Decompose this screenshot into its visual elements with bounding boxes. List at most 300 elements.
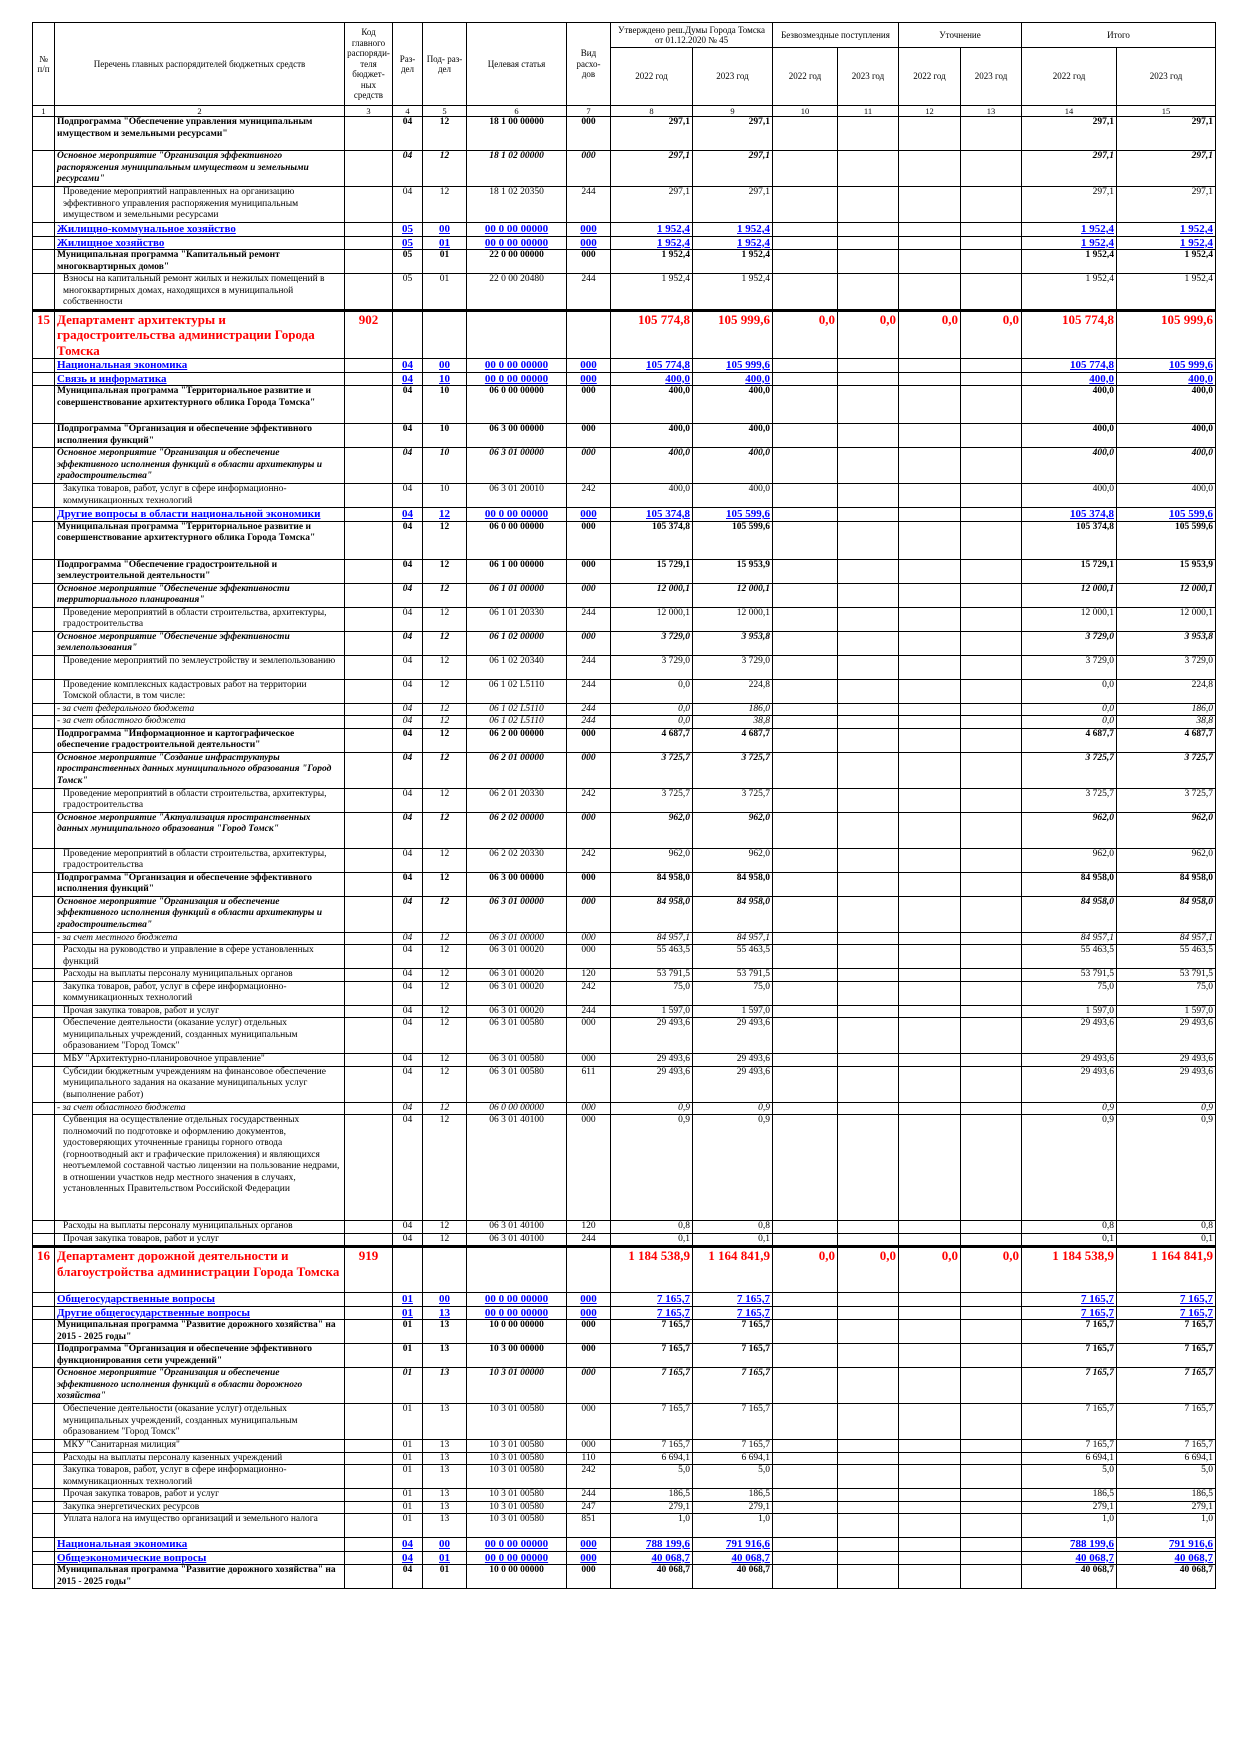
total-2023: 7 165,7 — [1117, 1320, 1216, 1344]
clarification-2022 — [899, 274, 961, 311]
subsection-code: 12 — [423, 1005, 467, 1018]
approved-2022: 7 165,7 — [611, 1404, 693, 1440]
column-number: 1 — [33, 106, 55, 117]
expense-type: 000 — [567, 508, 611, 522]
expense-type: 242 — [567, 848, 611, 872]
approved-2022: 400,0 — [611, 424, 693, 448]
approved-2022: 0,0 — [611, 703, 693, 716]
grants-2022 — [773, 679, 838, 703]
grants-2023 — [838, 945, 899, 969]
approved-2023: 12 000,1 — [693, 607, 773, 631]
table-row — [33, 1452, 1216, 1465]
grants-2023 — [838, 1102, 899, 1115]
expense-type: 000 — [567, 151, 611, 187]
total-2022: 7 165,7 — [1022, 1293, 1117, 1307]
target-article: 00 0 00 00000 — [467, 236, 567, 250]
expense-type — [567, 310, 611, 359]
header-year: 2023 год — [961, 48, 1022, 106]
section-code: 04 — [393, 728, 423, 752]
budget-item-name: Основное мероприятие "Создание инфраструктуры пространственных данных муниципального образования "Город Томск" — [55, 752, 345, 788]
total-2022: 29 493,6 — [1022, 1066, 1117, 1102]
approved-2022: 7 165,7 — [611, 1293, 693, 1307]
subsection-code — [423, 310, 467, 359]
grants-2023 — [838, 872, 899, 896]
approved-2023: 0,8 — [693, 1221, 773, 1234]
total-2023: 84 958,0 — [1117, 896, 1216, 932]
table-row — [33, 932, 1216, 945]
grants-2022 — [773, 728, 838, 752]
grants-2023 — [838, 1054, 899, 1067]
table-row — [33, 607, 1216, 631]
approved-2022: 84 958,0 — [611, 872, 693, 896]
budget-item-name: Подпрограмма "Организация и обеспечение эффективного функционирования сети учреждений" — [55, 1344, 345, 1368]
table-row — [33, 250, 1216, 274]
budget-item-name: Муниципальная программа "Развитие дорожного хозяйства" на 2015 - 2025 годы" — [55, 1320, 345, 1344]
expense-type: 000 — [567, 448, 611, 484]
section-code: 01 — [393, 1368, 423, 1404]
gbs-code — [345, 872, 393, 896]
budget-item-name: МБУ "Архитектурно-планировочное управление" — [55, 1054, 345, 1067]
row-number — [33, 1368, 55, 1404]
target-article: 18 1 02 20350 — [467, 187, 567, 223]
budget-item-name: Основное мероприятие "Обеспечение эффективности землепользования" — [55, 631, 345, 655]
total-2023: 105 999,6 — [1117, 359, 1216, 373]
grants-2022 — [773, 848, 838, 872]
subsection-code: 13 — [423, 1344, 467, 1368]
approved-2023: 1 952,4 — [693, 223, 773, 237]
expense-type: 247 — [567, 1501, 611, 1514]
table-row — [33, 1368, 1216, 1404]
subsection-code: 13 — [423, 1452, 467, 1465]
table-row — [33, 1538, 1216, 1552]
target-article: 06 1 02 L5110 — [467, 716, 567, 729]
gbs-code — [345, 728, 393, 752]
approved-2022: 400,0 — [611, 448, 693, 484]
grants-2023 — [838, 896, 899, 932]
approved-2022: 7 165,7 — [611, 1320, 693, 1344]
section-code: 04 — [393, 981, 423, 1005]
total-2023: 1 952,4 — [1117, 250, 1216, 274]
row-number — [33, 631, 55, 655]
grants-2023 — [838, 1368, 899, 1404]
clarification-2023 — [961, 945, 1022, 969]
approved-2023: 186,0 — [693, 703, 773, 716]
approved-2022: 0,1 — [611, 1233, 693, 1247]
total-2022: 0,0 — [1022, 679, 1117, 703]
clarification-2022 — [899, 932, 961, 945]
clarification-2022 — [899, 655, 961, 679]
gbs-code — [345, 1115, 393, 1221]
subsection-code: 01 — [423, 236, 467, 250]
gbs-code — [345, 1054, 393, 1067]
clarification-2023: 0,0 — [961, 1247, 1022, 1293]
budget-item-name: Муниципальная программа "Капитальный ремонт многоквартирных домов" — [55, 250, 345, 274]
grants-2022 — [773, 1306, 838, 1320]
grants-2022 — [773, 896, 838, 932]
budget-item-name: - за счет областного бюджета — [55, 716, 345, 729]
table-row — [33, 872, 1216, 896]
total-2023: 791 916,6 — [1117, 1538, 1216, 1552]
grants-2022 — [773, 1054, 838, 1067]
clarification-2022 — [899, 521, 961, 559]
grants-2023 — [838, 236, 899, 250]
gbs-code — [345, 788, 393, 812]
budget-item-name: Закупка энергетических ресурсов — [55, 1501, 345, 1514]
gbs-code — [345, 274, 393, 311]
clarification-2022 — [899, 151, 961, 187]
grants-2022 — [773, 1452, 838, 1465]
subsection-code: 13 — [423, 1368, 467, 1404]
clarification-2023: 0,0 — [961, 310, 1022, 359]
section-code: 04 — [393, 424, 423, 448]
section-code: 01 — [393, 1293, 423, 1307]
clarification-2023 — [961, 1489, 1022, 1502]
budget-item-name: Муниципальная программа "Территориальное развитие и совершенствование архитектурного облика Города Томска" — [55, 521, 345, 559]
grants-2023 — [838, 752, 899, 788]
total-2023: 0,8 — [1117, 1221, 1216, 1234]
clarification-2023 — [961, 1452, 1022, 1465]
row-number — [33, 508, 55, 522]
grants-2022 — [773, 484, 838, 508]
section-code: 01 — [393, 1489, 423, 1502]
approved-2023: 224,8 — [693, 679, 773, 703]
row-number — [33, 788, 55, 812]
clarification-2022 — [899, 752, 961, 788]
total-2023: 297,1 — [1117, 187, 1216, 223]
subsection-code: 12 — [423, 607, 467, 631]
budget-item-name: Закупка товаров, работ, услуг в сфере информационно-коммуникационных технологий — [55, 1465, 345, 1489]
budget-item-name: Подпрограмма "Организация и обеспечение эффективного исполнения функций" — [55, 424, 345, 448]
expense-type: 000 — [567, 1320, 611, 1344]
gbs-code — [345, 117, 393, 151]
approved-2023: 53 791,5 — [693, 969, 773, 982]
target-article: 00 0 00 00000 — [467, 1551, 567, 1565]
section-code: 04 — [393, 1221, 423, 1234]
expense-type: 611 — [567, 1066, 611, 1102]
budget-item-name: Обеспечение деятельности (оказание услуг) отдельных муниципальных учреждений, созданных муниципальным образованием "Город Томск" — [55, 1404, 345, 1440]
row-number — [33, 981, 55, 1005]
target-article: 00 0 00 00000 — [467, 1293, 567, 1307]
budget-item-name: Департамент архитектуры и градостроительства администрации Города Томска — [55, 310, 345, 359]
header-year: 2022 год — [899, 48, 961, 106]
target-article: 06 0 00 00000 — [467, 386, 567, 424]
target-article: 10 0 00 00000 — [467, 1565, 567, 1589]
grants-2022 — [773, 1514, 838, 1538]
total-2022: 55 463,5 — [1022, 945, 1117, 969]
section-code: 04 — [393, 484, 423, 508]
subsection-code: 12 — [423, 1115, 467, 1221]
approved-2022: 3 725,7 — [611, 788, 693, 812]
row-number — [33, 250, 55, 274]
table-row — [33, 223, 1216, 237]
target-article: 00 0 00 00000 — [467, 223, 567, 237]
gbs-code — [345, 250, 393, 274]
budget-item-name: Подпрограмма "Информационное и картографическое обеспечение градостроительной деятельности" — [55, 728, 345, 752]
clarification-2022 — [899, 945, 961, 969]
gbs-code — [345, 932, 393, 945]
subsection-code: 12 — [423, 1066, 467, 1102]
approved-2023: 7 165,7 — [693, 1368, 773, 1404]
clarification-2022 — [899, 1066, 961, 1102]
total-2022: 1,0 — [1022, 1514, 1117, 1538]
subsection-code: 13 — [423, 1440, 467, 1453]
clarification-2022 — [899, 728, 961, 752]
gbs-code — [345, 1514, 393, 1538]
total-2022: 962,0 — [1022, 812, 1117, 848]
gbs-code — [345, 679, 393, 703]
total-2023: 400,0 — [1117, 386, 1216, 424]
expense-type: 244 — [567, 274, 611, 311]
target-article: 10 3 01 00580 — [467, 1514, 567, 1538]
row-number — [33, 1221, 55, 1234]
subsection-code: 01 — [423, 274, 467, 311]
table-row — [33, 1565, 1216, 1589]
gbs-code — [345, 1551, 393, 1565]
section-code: 01 — [393, 1404, 423, 1440]
clarification-2022 — [899, 187, 961, 223]
subsection-code: 12 — [423, 1221, 467, 1234]
grants-2023 — [838, 559, 899, 583]
grants-2023 — [838, 1465, 899, 1489]
clarification-2022 — [899, 1565, 961, 1589]
clarification-2023 — [961, 484, 1022, 508]
grants-2022 — [773, 1102, 838, 1115]
budget-item-name: Субсидии бюджетным учреждениям на финансовое обеспечение муниципального задания на оказание муниципальных услуг (выполнение работ) — [55, 1066, 345, 1102]
clarification-2023 — [961, 655, 1022, 679]
section-code: 01 — [393, 1440, 423, 1453]
grants-2023 — [838, 117, 899, 151]
subsection-code: 12 — [423, 521, 467, 559]
expense-type: 000 — [567, 1293, 611, 1307]
total-2023: 1 952,4 — [1117, 236, 1216, 250]
gbs-code — [345, 848, 393, 872]
clarification-2023 — [961, 250, 1022, 274]
total-2022: 4 687,7 — [1022, 728, 1117, 752]
grants-2023 — [838, 1404, 899, 1440]
target-article: 06 3 01 00020 — [467, 945, 567, 969]
budget-item-name: Проведение мероприятий в области строительства, архитектуры, градостроительства — [55, 607, 345, 631]
section-code: 04 — [393, 631, 423, 655]
total-2023: 962,0 — [1117, 848, 1216, 872]
approved-2023: 962,0 — [693, 848, 773, 872]
table-row — [33, 1514, 1216, 1538]
target-article: 10 3 01 00000 — [467, 1368, 567, 1404]
clarification-2023 — [961, 607, 1022, 631]
table-row — [33, 945, 1216, 969]
total-2022: 0,9 — [1022, 1115, 1117, 1221]
total-2023: 105 999,6 — [1117, 310, 1216, 359]
approved-2023: 1 952,4 — [693, 250, 773, 274]
total-2023: 1 952,4 — [1117, 274, 1216, 311]
total-2022: 1 952,4 — [1022, 274, 1117, 311]
grants-2022 — [773, 250, 838, 274]
row-number — [33, 359, 55, 373]
approved-2023: 400,0 — [693, 372, 773, 386]
clarification-2023 — [961, 359, 1022, 373]
header-target: Целевая статья — [467, 23, 567, 106]
clarification-2022 — [899, 872, 961, 896]
subsection-code: 01 — [423, 1551, 467, 1565]
total-2023: 84 958,0 — [1117, 872, 1216, 896]
column-number: 14 — [1022, 106, 1117, 117]
approved-2023: 7 165,7 — [693, 1293, 773, 1307]
section-code: 04 — [393, 1005, 423, 1018]
approved-2022: 53 791,5 — [611, 969, 693, 982]
target-article: 06 1 02 00000 — [467, 631, 567, 655]
section-code: 04 — [393, 703, 423, 716]
section-code: 04 — [393, 788, 423, 812]
row-number — [33, 1018, 55, 1054]
approved-2022: 75,0 — [611, 981, 693, 1005]
row-number — [33, 386, 55, 424]
gbs-code — [345, 386, 393, 424]
approved-2023: 84 958,0 — [693, 896, 773, 932]
approved-2023: 400,0 — [693, 484, 773, 508]
row-number — [33, 448, 55, 484]
table-row — [33, 386, 1216, 424]
gbs-code — [345, 1538, 393, 1552]
clarification-2023 — [961, 896, 1022, 932]
budget-item-name: МКУ "Санитарная милиция" — [55, 1440, 345, 1453]
expense-type: 110 — [567, 1452, 611, 1465]
target-article: 10 0 00 00000 — [467, 1320, 567, 1344]
total-2023: 7 165,7 — [1117, 1404, 1216, 1440]
table-row — [33, 679, 1216, 703]
approved-2022: 12 000,1 — [611, 607, 693, 631]
subsection-code: 12 — [423, 812, 467, 848]
total-2023: 3 725,7 — [1117, 752, 1216, 788]
total-2022: 400,0 — [1022, 386, 1117, 424]
approved-2023: 84 958,0 — [693, 872, 773, 896]
target-article: 06 3 01 00580 — [467, 1066, 567, 1102]
row-number — [33, 1293, 55, 1307]
target-article: 06 3 01 00000 — [467, 448, 567, 484]
total-2022: 7 165,7 — [1022, 1306, 1117, 1320]
row-number — [33, 583, 55, 607]
grants-2022 — [773, 788, 838, 812]
column-number: 9 — [693, 106, 773, 117]
column-numbers-row — [33, 106, 1216, 117]
total-2022: 105 774,8 — [1022, 310, 1117, 359]
gbs-code — [345, 223, 393, 237]
target-article: 06 3 01 20010 — [467, 484, 567, 508]
approved-2023: 7 165,7 — [693, 1344, 773, 1368]
total-2023: 6 694,1 — [1117, 1452, 1216, 1465]
total-2023: 7 165,7 — [1117, 1368, 1216, 1404]
subsection-code: 12 — [423, 583, 467, 607]
target-article: 00 0 00 00000 — [467, 1538, 567, 1552]
grants-2022 — [773, 1551, 838, 1565]
header-grants: Безвозмездные поступления — [773, 23, 899, 48]
table-row — [33, 559, 1216, 583]
row-number — [33, 1320, 55, 1344]
approved-2022: 105 774,8 — [611, 310, 693, 359]
subsection-code: 12 — [423, 981, 467, 1005]
grants-2022 — [773, 1501, 838, 1514]
budget-item-name: Национальная экономика — [55, 359, 345, 373]
subsection-code: 12 — [423, 679, 467, 703]
total-2022: 1 952,4 — [1022, 250, 1117, 274]
grants-2023 — [838, 728, 899, 752]
target-article: 06 2 00 00000 — [467, 728, 567, 752]
clarification-2022 — [899, 448, 961, 484]
clarification-2023 — [961, 1320, 1022, 1344]
header-year: 2022 год — [773, 48, 838, 106]
budget-item-name: Основное мероприятие "Организация и обеспечение эффективного исполнения функций в области архитектуры и градостроительства" — [55, 896, 345, 932]
grants-2023 — [838, 981, 899, 1005]
grants-2023 — [838, 1293, 899, 1307]
grants-2023 — [838, 187, 899, 223]
table-row — [33, 703, 1216, 716]
gbs-code — [345, 1320, 393, 1344]
row-number — [33, 1306, 55, 1320]
approved-2023: 400,0 — [693, 424, 773, 448]
clarification-2023 — [961, 631, 1022, 655]
budget-item-name: Основное мероприятие "Организация эффективного распоряжения муниципальным имуществом и земельными ресурсами" — [55, 151, 345, 187]
header-year: 2023 год — [838, 48, 899, 106]
section-code: 04 — [393, 1538, 423, 1552]
gbs-code — [345, 559, 393, 583]
approved-2023: 3 725,7 — [693, 752, 773, 788]
clarification-2022 — [899, 679, 961, 703]
expense-type: 244 — [567, 1005, 611, 1018]
table-row — [33, 1102, 1216, 1115]
approved-2023: 1 597,0 — [693, 1005, 773, 1018]
total-2023: 1,0 — [1117, 1514, 1216, 1538]
total-2022: 0,0 — [1022, 716, 1117, 729]
section-code: 04 — [393, 1018, 423, 1054]
row-number — [33, 896, 55, 932]
gbs-code — [345, 607, 393, 631]
table-row — [33, 424, 1216, 448]
approved-2022: 400,0 — [611, 386, 693, 424]
total-2023: 29 493,6 — [1117, 1066, 1216, 1102]
subsection-code: 12 — [423, 1018, 467, 1054]
clarification-2022 — [899, 703, 961, 716]
total-2022: 7 165,7 — [1022, 1440, 1117, 1453]
grants-2022 — [773, 703, 838, 716]
grants-2022 — [773, 945, 838, 969]
clarification-2023 — [961, 223, 1022, 237]
grants-2022 — [773, 1538, 838, 1552]
row-number — [33, 1005, 55, 1018]
total-2023: 4 687,7 — [1117, 728, 1216, 752]
expense-type: 244 — [567, 607, 611, 631]
clarification-2023 — [961, 1551, 1022, 1565]
target-article: 00 0 00 00000 — [467, 508, 567, 522]
section-code: 04 — [393, 1233, 423, 1247]
grants-2022 — [773, 117, 838, 151]
expense-type: 000 — [567, 1551, 611, 1565]
target-article: 06 3 01 00020 — [467, 981, 567, 1005]
budget-item-name: Общеэкономические вопросы — [55, 1551, 345, 1565]
row-number: 15 — [33, 310, 55, 359]
subsection-code: 12 — [423, 1102, 467, 1115]
section-code: 04 — [393, 117, 423, 151]
total-2023: 0,9 — [1117, 1102, 1216, 1115]
approved-2023: 7 165,7 — [693, 1440, 773, 1453]
gbs-code — [345, 655, 393, 679]
total-2023: 1 164 841,9 — [1117, 1247, 1216, 1293]
row-number — [33, 1501, 55, 1514]
total-2023: 40 068,7 — [1117, 1551, 1216, 1565]
budget-item-name: Жилищное хозяйство — [55, 236, 345, 250]
clarification-2023 — [961, 1233, 1022, 1247]
approved-2023: 75,0 — [693, 981, 773, 1005]
header-year: 2022 год — [1022, 48, 1117, 106]
subsection-code: 12 — [423, 969, 467, 982]
clarification-2022 — [899, 359, 961, 373]
